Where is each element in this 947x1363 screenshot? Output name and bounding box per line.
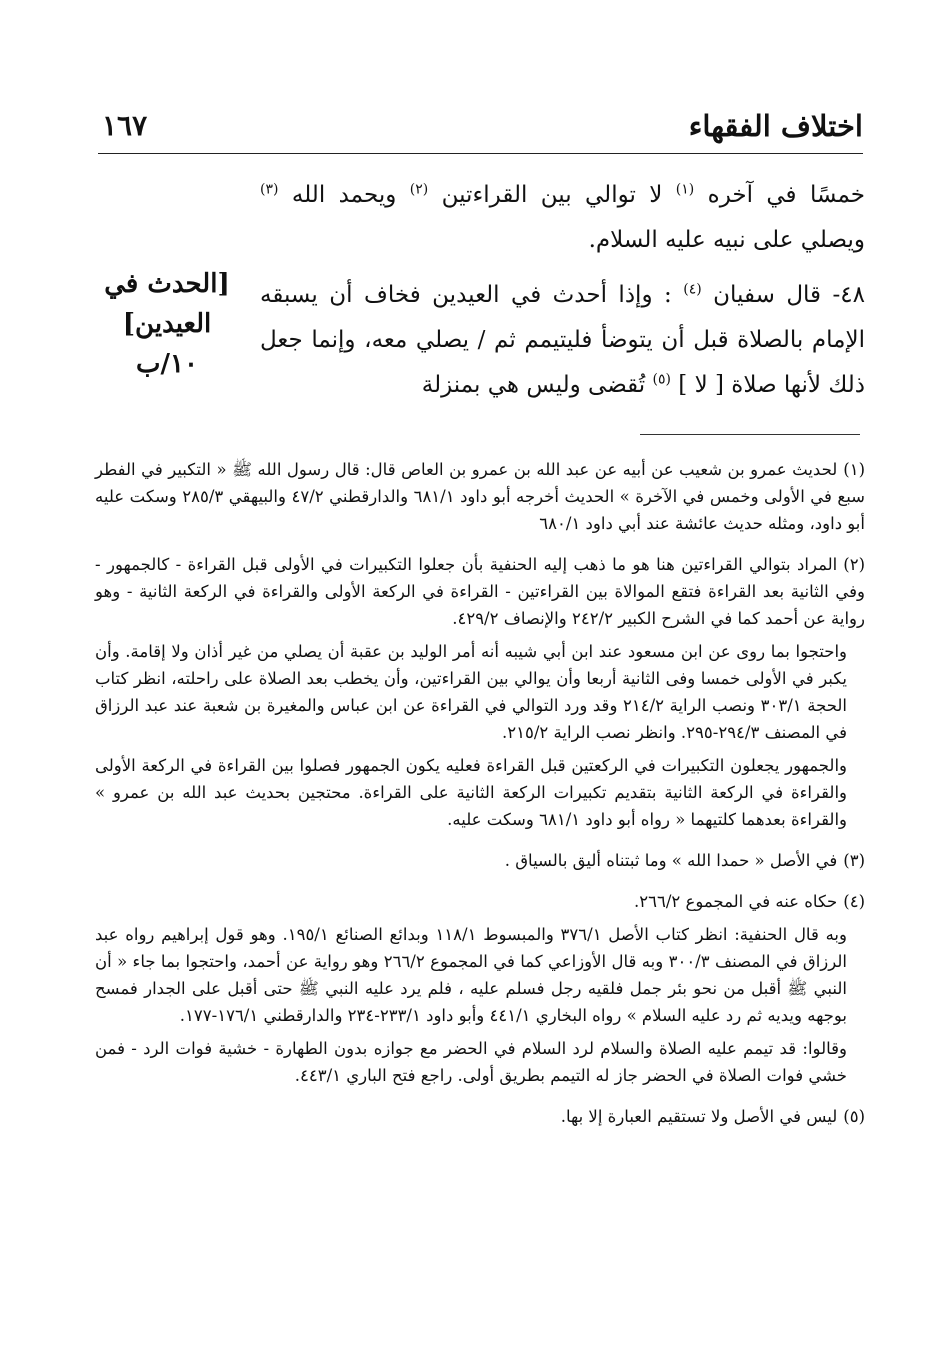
footnote-number: (١) [843,460,865,479]
main-text-segment: ويصلي على نبيه عليه السلام. [588,227,865,253]
footnote-ref-5: (٥) [652,371,671,388]
footnote-paragraph [95,888,865,915]
footnote-ref-3: (٣) [260,181,279,198]
main-paragraph-2 [260,273,865,408]
footnote-paragraph [95,551,865,632]
main-text [260,173,865,408]
footnote-text: المراد بتوالي القراءتين هنا هو ما ذهب إليه الحنفية بأن جعلوا التكبيرات في الأولى قبل القراءة - كالجمهور - وفي الثانية بعد القراءة فتقع الموالاة بين القراءتين - القراءة في الركعة الأولى والقراءة في الركعة الثانية - وهو رواية عن أحمد كما في الشرح الكبير ٢٤٢/٢ والإنصاف ٤٢٩/٢. [95,555,865,628]
footnote-ref-2: (٢) [409,181,429,198]
footnote-text: لحديث عمرو بن شعيب عن أبيه عن عبد الله بن عمرو بن العاص قال: قال رسول الله ﷺ « التكبير في الفطر سبع في الأولى وخمس في الآخرة » الحديث أخرجه أبو داود ٦٨١/١ والدارقطني ٤٧/٢ والبيهقي ٢٨٥/٣ وسكت عليه أبو داود، ومثله حديث عائشة عند أبي داود ٦٨٠/١ [95,460,866,533]
header-rule [98,153,863,154]
footnote-number: (٥) [843,1107,865,1126]
main-paragraph-1 [260,173,865,263]
main-text-segment: خمسًا في آخره [694,182,865,208]
main-text-segment: ويحمد الله [278,182,410,208]
footnotes [95,456,865,1144]
main-text-segment: لا توالي بين القراءتين [428,182,676,208]
running-title: اختلاف الفقهاء [688,109,863,143]
footnote-paragraph [95,456,865,537]
footnote-number: (٤) [843,892,865,911]
footnote-number: (٣) [843,851,865,870]
footnote-ref-4: (٤) [683,281,702,298]
footnote-paragraph [95,847,865,874]
footnote-4 [95,888,865,1089]
footnote-5 [95,1103,865,1130]
footnote-text: في الأصل « حمدا الله » وما ثبتناه أليق بالسياق . [504,851,838,870]
footnote-ref-1: (١) [675,181,695,198]
footnote-separator [640,434,860,435]
page-number: ١٦٧ [102,109,148,142]
footnote-3 [95,847,865,874]
footnote-paragraph: وبه قال الحنفية: انظر كتاب الأصل ٣٧٦/١ والمبسوط ١١٨/١ وبدائع الصنائع ١٩٥/١. وهو قول إبراهيم رواه عبد الرزاق في المصنف ٣٠٠/٣ وبه قال الأوزاعي كما في المجموع ٢٦٦/٢ وهو رواية عن أحمد، واحتجوا بما جاء « أن النبي ﷺ أقبل من نحو بئر جمل فلقيه رجل فسلم عليه ، فلم يرد عليه النبي ﷺ حتى أقبل على الجدار فمسح بوجهه ويديه ثم رد عليه السلام » رواه البخاري ٤٤١/١ وأبو داود ٢٣٣/١-٢٣٤ والدارقطني ١٧٦/١-١٧٧. [95,925,847,1025]
page-header [98,100,863,152]
margin-note [92,264,242,384]
margin-note-folio: ١٠/ب [136,349,198,379]
footnote-paragraph: وقالوا: قد تيمم عليه الصلاة والسلام لرد السلام في الحضر مع جوازه بدون الطهارة - خشية فوات الرد - فمن خشي فوات الصلاة في الحضر جاز له التيمم بطريق أولى. راجع فتح الباري ٤٤٣/١. [95,1039,847,1085]
main-text-segment: تُقضى وليس هي بمنزلة [421,372,653,398]
main-text-segment: ٤٨- قال سفيان [701,282,865,308]
footnote-number: (٢) [843,555,865,574]
margin-note-line: العيدين] [122,309,212,339]
margin-note-line: [الحدث في [104,269,230,299]
footnote-text: حكاه عنه في المجموع ٢٦٦/٢. [634,892,838,911]
footnote-paragraph: واحتجوا بما روى عن ابن مسعود عند ابن أبي شيبه أنه أمر الوليد بن عقبة أن يصلي من غير أذان ولا إقامة. وأن يكبر في الأولى خمسا وفى الثانية أربعا وأن يوالي بين القراءتين، وأن يخطب بعد الصلاة على راحلته، انظر كتاب الحجة ٣٠٣/١ ونصب الراية ٢١٤/٢ وقد ورد التوالي في القراءة عن ابن عباس والمغيرة بن شعبة عند عبد الرزاق في المصنف ٢٩٤/٣-٢٩٥. وانظر نصب الراية ٢١٥/٢. [95,642,847,742]
footnote-1 [95,456,865,537]
footnote-paragraph: والجمهور يجعلون التكبيرات في الركعتين قبل القراءة فعليه يكون الجمهور فصلوا بين القراءة في الركعة الأولى والقراءة في الركعة الثانية بتقديم تكبيرات الركعة الثانية على القراءة. محتجين بحديث عبد الله بن عمرو » والقراءة بعدهما كلتيهما « رواه أبو داود ٦٨١/١ وسكت عليه. [95,756,847,829]
footnote-2 [95,551,865,833]
footnote-paragraph [95,1103,865,1130]
footnote-text: ليس في الأصل ولا تستقيم العبارة إلا بها. [560,1107,838,1126]
main-text-segment: : وإذا أحدث في العيدين فخاف أن يسبقه الإمام بالصلاة قبل أن يتوضأ فليتيمم ثم / يصلي معه، وإنما جعل ذلك لأنها صلاة [ لا ] [260,282,865,398]
